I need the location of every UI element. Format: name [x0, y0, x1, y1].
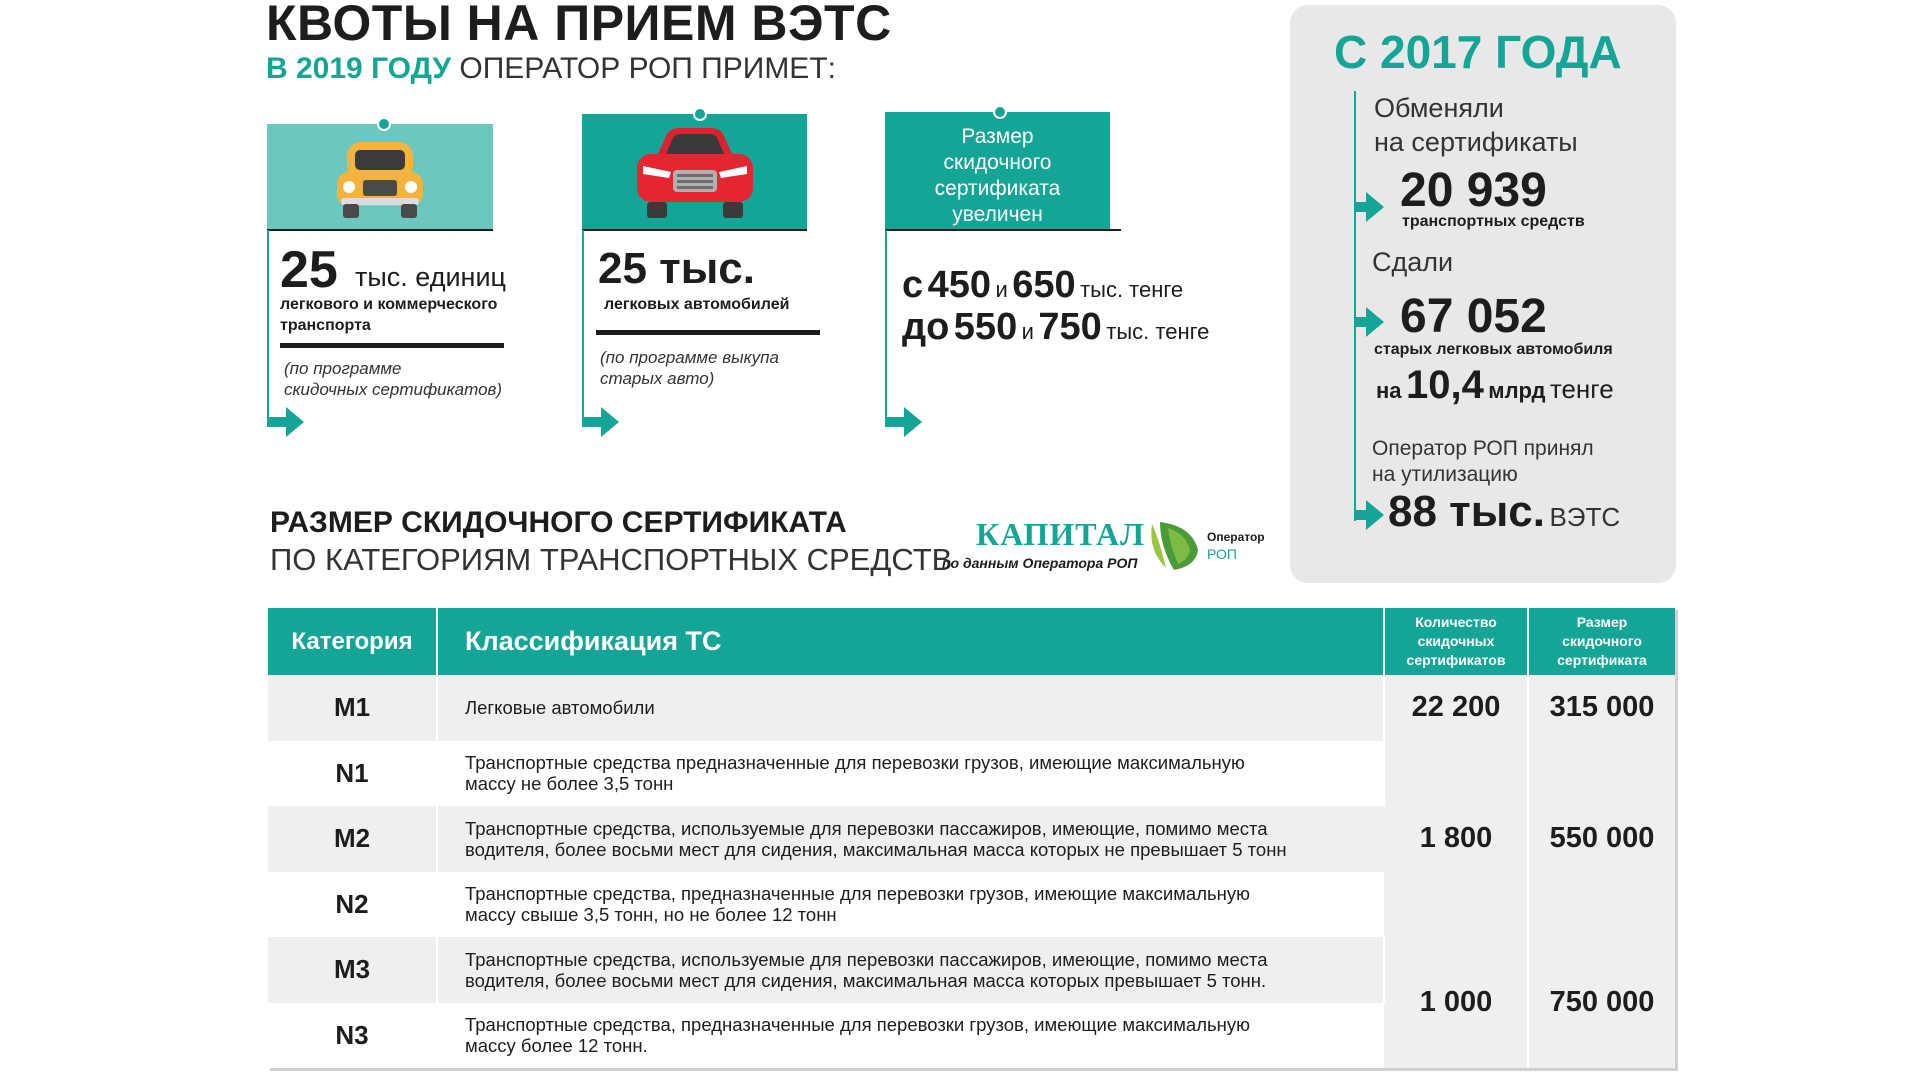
- quota-unit: тыс. единиц: [355, 262, 506, 292]
- sum-line: [1376, 363, 1614, 408]
- divider: [582, 229, 807, 231]
- from-a: 450: [927, 264, 991, 306]
- unit-1: тыс. тенге: [1080, 277, 1184, 302]
- row-size: 315 000: [1528, 675, 1675, 741]
- accepted-label-1: Оператор РОП принял: [1372, 437, 1594, 460]
- group-count: 1 800: [1384, 741, 1528, 938]
- exchanged-label-1: Обменяли: [1374, 93, 1504, 123]
- quota-note-2: старых авто): [600, 369, 715, 388]
- logo-name: КАПИТАЛ: [976, 516, 1145, 552]
- cert-head-line-1: Размер: [961, 125, 1034, 148]
- cert-head-line-4: увеличен: [952, 203, 1043, 226]
- timeline-line: [582, 230, 584, 424]
- row-category: М3: [268, 937, 437, 1003]
- arrow-stem: [582, 417, 602, 427]
- header-size-1: Размер: [1576, 614, 1628, 630]
- group-size: 550 000: [1528, 741, 1675, 938]
- group-size: 750 000: [1528, 937, 1675, 1068]
- row-class-line-1: Транспортные средства, используемые для перевозки пассажиров, имеющие, помимо места: [465, 948, 1268, 970]
- header-classification: Классификация ТС: [437, 608, 1384, 675]
- divider: [267, 229, 493, 231]
- arrow-stem: [267, 417, 287, 427]
- stats-title: С 2017 ГОДА: [1334, 26, 1622, 78]
- underline-bar: [280, 343, 504, 348]
- and-2: и: [1021, 319, 1034, 344]
- header-category: Категория: [268, 608, 437, 675]
- arrow-right-icon: [601, 407, 619, 437]
- table-shadow: [270, 1068, 1678, 1071]
- group-count: 1 000: [1384, 937, 1528, 1068]
- red-car-icon: [633, 126, 757, 224]
- unit-2: тыс. тенге: [1106, 319, 1210, 344]
- row-class-line-2: массу не более 3,5 тонн: [465, 773, 674, 795]
- accepted-value: 88 тыс.: [1388, 487, 1545, 536]
- cert-head-line-2: скидочного: [943, 151, 1052, 174]
- row-classification: [437, 675, 1384, 741]
- accepted-line: [1388, 487, 1620, 537]
- to-a: 550: [953, 306, 1018, 348]
- from-word: с: [902, 264, 924, 306]
- exchanged-unit: транспортных средств: [1402, 213, 1585, 230]
- arrow-right-icon: [1366, 307, 1384, 337]
- row-category: N1: [268, 741, 437, 807]
- handed-unit: старых легковых автомобиля: [1374, 341, 1613, 358]
- sum-prefix: на: [1376, 378, 1402, 403]
- sum-unit-bold: млрд: [1488, 378, 1546, 403]
- card-header: [267, 124, 493, 230]
- quota-desc-2: транспорта: [280, 317, 371, 334]
- row-classification: [437, 872, 1384, 938]
- row-class-line-1: Транспортные средства предназначенные для перевозки грузов, имеющие максимальную: [465, 752, 1245, 774]
- arrow-right-icon: [286, 407, 304, 437]
- arrow-right-icon: [1366, 500, 1384, 530]
- row-class-line-1: Транспортные средства, предназначенные для перевозки грузов, имеющие максимальную: [465, 1014, 1250, 1036]
- row-category: М2: [268, 806, 437, 872]
- timeline-line: [885, 230, 887, 424]
- row-class-line-2: водителя, более восьми мест для сидения, максимальная масса которых не превышает 5 тонн: [465, 838, 1287, 860]
- row-classification: [437, 1003, 1384, 1069]
- card-header: [582, 114, 807, 230]
- row-class-line-2: массу более 12 тонн.: [465, 1035, 648, 1057]
- divider: [885, 229, 1121, 231]
- table-row: [268, 937, 1675, 1003]
- card-header: [885, 112, 1110, 230]
- cert-from-line: [902, 264, 1183, 307]
- table-header-row: [268, 608, 1675, 675]
- row-class-line-1: Транспортные средства, используемые для перевозки пассажиров, имеющие, помимо места: [465, 817, 1268, 839]
- and-1: и: [995, 277, 1008, 302]
- arrow-right-icon: [1366, 192, 1384, 222]
- quota-note-1: (по программе: [284, 359, 402, 378]
- accepted-unit: ВЭТС: [1549, 502, 1621, 532]
- logo-source: по данным Оператора РОП: [942, 555, 1138, 571]
- timeline-dot: [993, 105, 1007, 119]
- certificate-table: [268, 608, 1675, 1068]
- row-class-line-1: Транспортные средства, предназначенные для перевозки грузов, имеющие максимальную: [465, 883, 1250, 905]
- header-size-3: сертификата: [1557, 652, 1647, 668]
- arrow-right-icon: [904, 407, 922, 437]
- arrow-stem: [885, 417, 905, 427]
- quota-note-1: (по программе выкупа: [600, 348, 779, 367]
- logo-operator: Оператор: [1207, 530, 1265, 544]
- header-count: [1384, 608, 1528, 675]
- stats-timeline: [1354, 91, 1356, 521]
- header-count-3: сертификатов: [1406, 652, 1506, 668]
- row-classification: [437, 806, 1384, 872]
- header-size: [1528, 608, 1675, 675]
- timeline-dot: [693, 107, 707, 121]
- table-shadow: [1675, 610, 1678, 1070]
- to-word: до: [902, 306, 950, 348]
- quota-value: 25: [280, 241, 338, 299]
- underline-bar: [596, 330, 820, 335]
- subtitle-text: ОПЕРАТОР РОП ПРИМЕТ:: [451, 52, 836, 85]
- page-title: КВОТЫ НА ПРИЕМ ВЭТС: [266, 0, 892, 51]
- logo-rop: РОП: [1207, 546, 1237, 562]
- cert-head-line-3: сертификата: [934, 177, 1061, 200]
- timeline-dot: [377, 117, 391, 131]
- header-count-2: скидочных: [1417, 633, 1495, 649]
- row-class-line-2: водителя, более восьми мест для сидения, максимальная масса которых превышает 5 тонн.: [465, 969, 1267, 991]
- header-size-2: скидочного: [1562, 633, 1642, 649]
- stats-panel: [1290, 5, 1676, 583]
- to-b: 750: [1038, 306, 1102, 348]
- row-class-line-2: массу свыше 3,5 тонн, но не более 12 тонн: [465, 904, 837, 926]
- row-count: 22 200: [1384, 675, 1528, 741]
- quota-desc-1: легкового и коммерческого: [280, 296, 498, 313]
- timeline-line: [267, 230, 269, 424]
- header-count-1: Количество: [1415, 614, 1497, 630]
- page-subtitle: [266, 52, 836, 86]
- sum-value: 10,4: [1405, 363, 1484, 407]
- sum-unit: тенге: [1549, 374, 1614, 404]
- handed-value: 67 052: [1400, 290, 1547, 343]
- section-title: РАЗМЕР СКИДОЧНОГО СЕРТИФИКАТА: [270, 506, 847, 539]
- table-row: [268, 741, 1675, 807]
- row-classification: [437, 741, 1384, 807]
- quota-note-2: скидочных сертификатов): [284, 380, 503, 399]
- quota-desc-1: легковых автомобилей: [604, 296, 790, 313]
- exchanged-label-2: на сертификаты: [1374, 127, 1578, 157]
- handed-label: Сдали: [1372, 247, 1454, 277]
- accepted-label-2: на утилизацию: [1372, 463, 1518, 486]
- row-class-line-1: Легковые автомобили: [465, 697, 655, 719]
- quota-value: 25 тыс.: [598, 244, 755, 293]
- row-classification: [437, 937, 1384, 1003]
- table-row: [268, 675, 1675, 741]
- row-category: М1: [268, 675, 437, 741]
- cert-to-line: [902, 306, 1209, 349]
- row-category: N2: [268, 872, 437, 938]
- row-category: N3: [268, 1003, 437, 1069]
- from-b: 650: [1012, 264, 1076, 306]
- rop-leaf-icon: [1146, 520, 1202, 572]
- section-subtitle: ПО КАТЕГОРИЯМ ТРАНСПОРТНЫХ СРЕДСТВ: [270, 542, 953, 577]
- exchanged-value: 20 939: [1400, 164, 1547, 217]
- subtitle-year: В 2019 ГОДУ: [266, 52, 452, 85]
- yellow-car-icon: [333, 138, 427, 222]
